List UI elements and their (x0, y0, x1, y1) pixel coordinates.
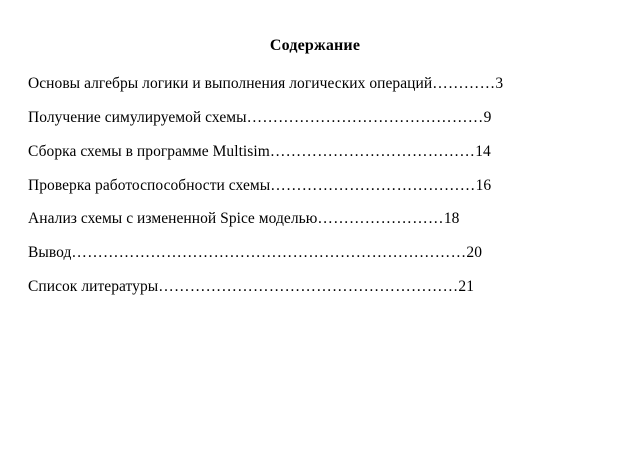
toc-entry-page: 21 (458, 278, 475, 296)
table-of-contents (28, 75, 602, 296)
toc-entry-leader: ………………………………… (270, 176, 476, 194)
toc-entry-leader: ………………………………… (269, 142, 476, 160)
toc-entry[interactable] (28, 143, 602, 161)
toc-entry-page: 9 (483, 109, 492, 126)
toc-entry-leader: …………………… (317, 210, 444, 228)
toc-entry-leader: ………… (432, 75, 496, 93)
toc-entry-title: Получение симулируемой схемы (28, 109, 247, 126)
page-title: Содержание (269, 37, 361, 54)
toc-entry-title: Основы алгебры логики и выполнения логических операций (28, 75, 433, 93)
toc-entry[interactable] (28, 75, 602, 93)
document-page (0, 36, 630, 475)
toc-entry-page: 20 (466, 244, 483, 262)
toc-entry[interactable] (28, 244, 602, 262)
toc-entry-title: Сборка схемы в программе Multisim (28, 142, 270, 160)
toc-entry-title: Список литературы (28, 278, 159, 296)
toc-entry-leader: ……………………………………… (246, 109, 484, 126)
toc-entry[interactable] (28, 177, 602, 195)
toc-entry-leader: ………………………………………………………………… (71, 244, 467, 262)
toc-entry-leader: ………………………………………………… (158, 278, 459, 296)
toc-entry-title: Анализ схемы с измененной Spice моделью (28, 210, 318, 228)
toc-entry[interactable] (28, 109, 602, 127)
toc-entry-page: 18 (443, 210, 460, 228)
toc-entry-page: 16 (475, 176, 492, 194)
toc-entry-title: Вывод (28, 244, 72, 262)
toc-entry[interactable] (28, 278, 602, 296)
toc-entry[interactable] (28, 210, 602, 228)
toc-entry-page: 3 (495, 75, 504, 93)
toc-entry-title: Проверка работоспособности схемы (28, 176, 271, 194)
toc-entry-page: 14 (475, 142, 491, 160)
